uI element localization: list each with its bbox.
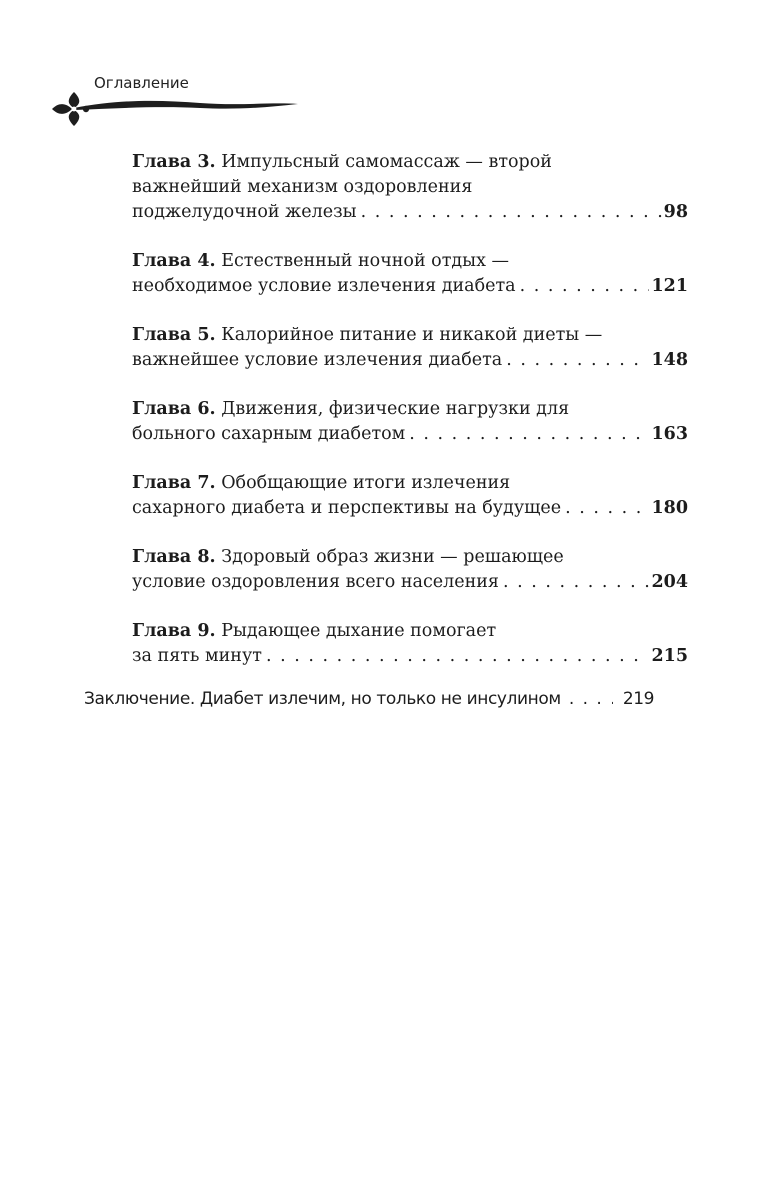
leader-dots xyxy=(503,570,650,595)
chapter-title-line: Здоровый образ жизни — решающее xyxy=(221,547,564,567)
chapter-number: Глава 3. xyxy=(132,152,216,172)
chapter-number: Глава 6. xyxy=(132,399,216,419)
leader-dots xyxy=(409,422,649,447)
chapter-number: Глава 9. xyxy=(132,621,216,641)
toc-entry[interactable] xyxy=(132,249,688,299)
toc-entry[interactable] xyxy=(132,397,688,447)
page-number: 180 xyxy=(651,498,688,518)
chapter-title-line: Импульсный самомассаж — второй xyxy=(221,152,552,172)
chapter-title-line: Калорийное питание и никакой диеты — xyxy=(221,325,603,345)
page-number: 121 xyxy=(651,276,688,296)
toc-entry[interactable] xyxy=(132,545,688,595)
toc-entry[interactable] xyxy=(132,619,688,669)
running-head: Оглавление xyxy=(94,74,189,92)
page-number: 219 xyxy=(622,689,655,709)
chapter-title-line: за пять минут xyxy=(132,646,262,666)
toc-entry[interactable] xyxy=(132,150,688,225)
chapter-title-line: условие оздоровления всего населения xyxy=(132,572,499,592)
chapter-title-line: Рыдающее дыхание помогает xyxy=(221,621,497,641)
chapter-title-line: необходимое условие излечения диабета xyxy=(132,276,516,296)
leader-dots xyxy=(506,348,649,373)
chapter-number: Глава 7. xyxy=(132,473,216,493)
page-number: 204 xyxy=(651,572,688,592)
chapter-number: Глава 5. xyxy=(132,325,216,345)
chapter-title-line: сахарного диабета и перспективы на будущее xyxy=(132,498,562,518)
page-number: 215 xyxy=(651,646,688,666)
leader-dots xyxy=(569,689,613,709)
leader-dots xyxy=(361,200,662,225)
table-of-contents xyxy=(132,150,688,693)
chapter-number: Глава 8. xyxy=(132,547,216,567)
toc-entry[interactable] xyxy=(132,471,688,521)
chapter-number: Глава 4. xyxy=(132,251,216,271)
chapter-title-line: важнейший механизм оздоровления xyxy=(132,177,473,197)
chapter-title-line: больного сахарным диабетом xyxy=(132,424,406,444)
toc-entry-conclusion[interactable] xyxy=(84,689,688,709)
chapter-title-line: важнейшее условие излечения диабета xyxy=(132,350,503,370)
chapter-title-line: Естественный ночной отдых — xyxy=(221,251,510,271)
leader-dots xyxy=(520,274,650,299)
leader-dots xyxy=(565,496,649,521)
page-number: 98 xyxy=(663,202,688,222)
leader-dots xyxy=(266,644,650,669)
toc-entry[interactable] xyxy=(132,323,688,373)
page-number: 148 xyxy=(651,350,688,370)
page-number: 163 xyxy=(651,424,688,444)
chapter-title-line: Обобщающие итоги излечения xyxy=(221,473,511,493)
chapter-title-line: Движения, физические нагрузки для xyxy=(221,399,570,419)
flourish-ornament-icon xyxy=(50,88,300,128)
chapter-title-line: поджелудочной железы xyxy=(132,202,357,222)
conclusion-title: Заключение. Диабет излечим, но только не инсулином xyxy=(84,689,561,709)
